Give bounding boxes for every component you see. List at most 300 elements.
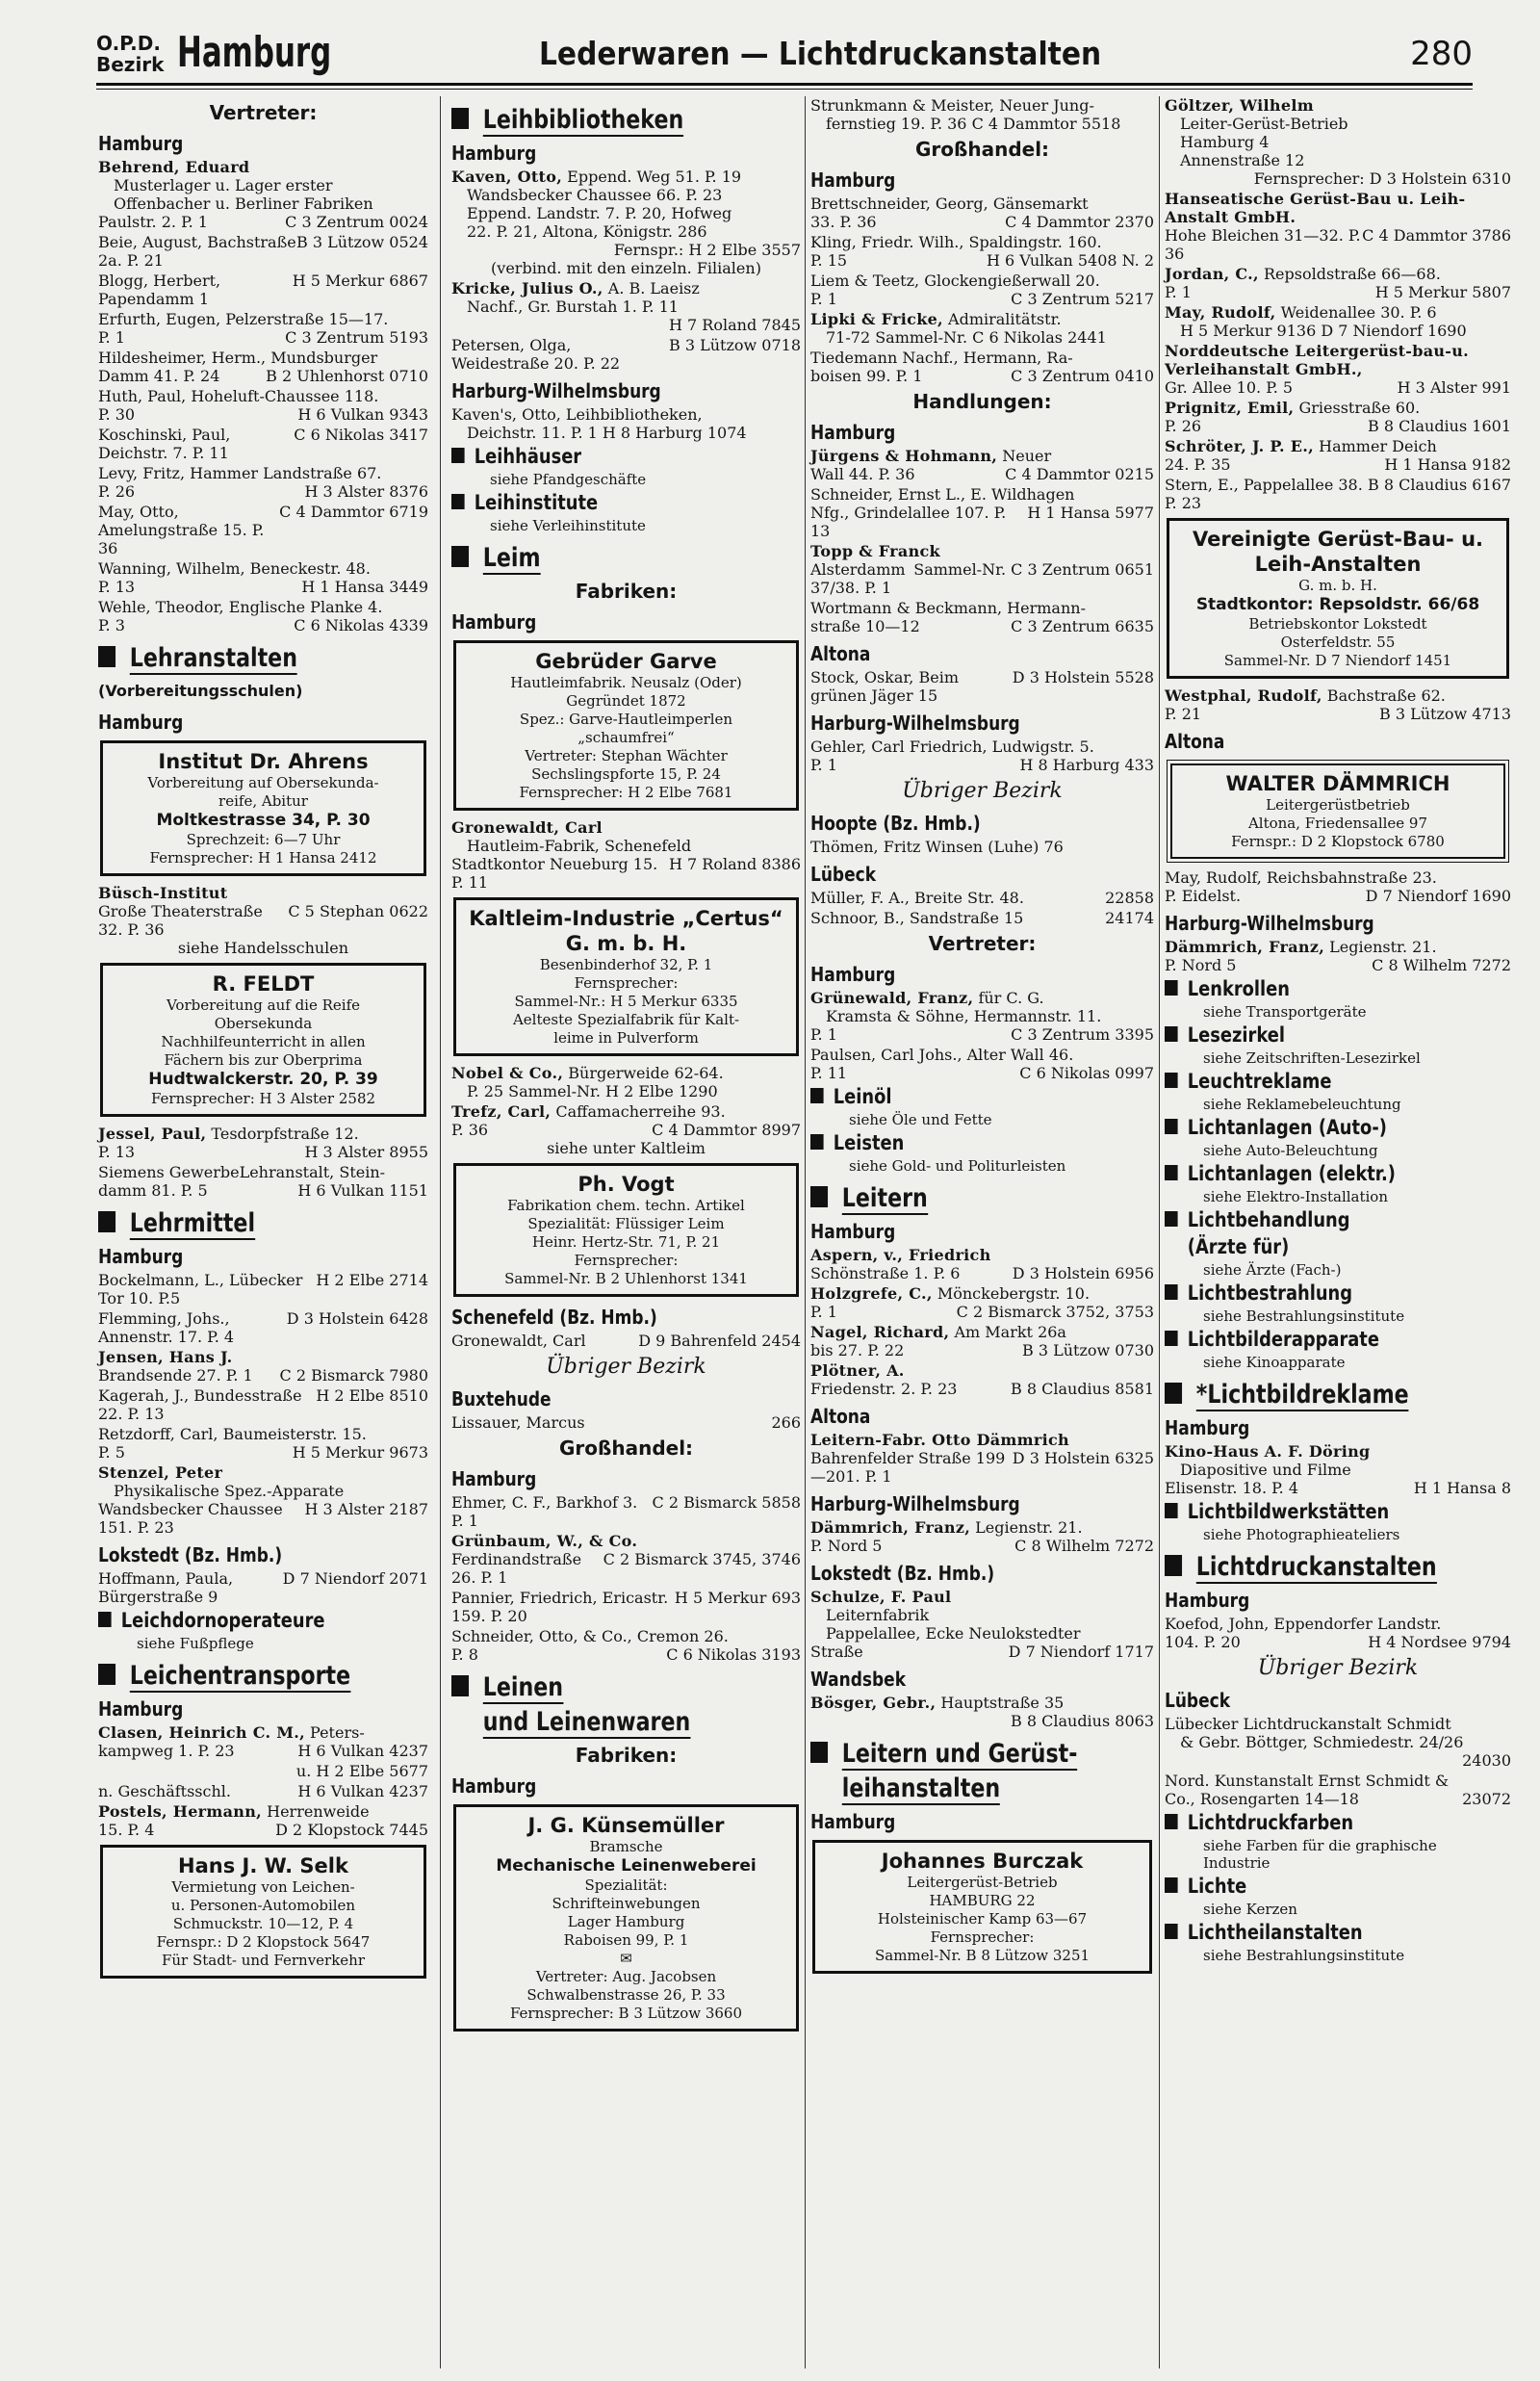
- entry-phone: C 4 Dammtor 3786: [1362, 226, 1511, 245]
- entry-detail: Leiternfabrik: [826, 1606, 930, 1624]
- ad-title: WALTER DÄMMRICH: [1225, 772, 1450, 795]
- entry-name-line: [98, 1463, 428, 1482]
- section-marker-icon: [1165, 1503, 1178, 1518]
- entry-name: May, Rudolf,: [1165, 303, 1276, 322]
- subsection-heading: [1165, 1920, 1459, 1945]
- entry-address: Kagerah, J., Bundesstraße 22. P. 13: [98, 1386, 302, 1423]
- directory-entry: [1165, 868, 1511, 905]
- entry-address: Elisenstr. 18. P. 4: [1165, 1479, 1299, 1497]
- entry-line: [810, 1025, 1154, 1044]
- section-marker-icon: [810, 1088, 824, 1103]
- entry-line: [451, 1645, 801, 1664]
- entry-address: kampweg 1. P. 23: [98, 1742, 235, 1760]
- entry-phone: Fernsprecher: D 3 Holstein 6310: [1253, 169, 1511, 188]
- entry-phone: H 2 Elbe 8510: [316, 1386, 428, 1405]
- subsection-title: (Ärzte für): [1187, 1235, 1290, 1258]
- directory-entry: [1165, 938, 1511, 974]
- entry-name-line: [98, 1723, 428, 1742]
- entry-line: [810, 367, 1154, 385]
- entry-phone: C 6 Nikolas 0997: [1019, 1064, 1154, 1082]
- entry-name-line: [810, 1694, 1154, 1712]
- entry-name: Westphal, Rudolf,: [1165, 686, 1322, 705]
- entry-name-line: [451, 168, 801, 186]
- directory-entry: [810, 838, 1154, 856]
- entry-text: Huth, Paul, Hoheluft-Chaussee 118.: [98, 387, 379, 405]
- entry-name-line: [98, 158, 428, 176]
- entry-name-line: [810, 447, 1154, 465]
- entry-phone: 24030: [1462, 1751, 1511, 1770]
- see-reference: siehe Gold- und Politurleisten: [849, 1157, 1066, 1175]
- advertisement-box: [453, 640, 799, 811]
- see-reference: siehe Elektro-Installation: [1203, 1188, 1388, 1205]
- entry-phone: C 4 Dammtor 8997: [652, 1121, 801, 1139]
- directory-entry: [98, 387, 428, 424]
- section-marker-icon: [810, 1742, 828, 1763]
- entry-name-line: [451, 1102, 801, 1121]
- entry-phone: C 2 Bismarck 3752, 3753: [956, 1303, 1154, 1321]
- place-heading: Hamburg: [451, 610, 537, 634]
- entry-line: [98, 578, 428, 596]
- entry-name-line: [451, 1532, 801, 1550]
- ad-title: Johannes Burczak: [881, 1850, 1084, 1873]
- entry-address: Hohe Bleichen 31—32. P. 36: [1165, 226, 1361, 263]
- directory-entry: [810, 1431, 1154, 1486]
- entry-name: Lipki & Fricke,: [810, 310, 943, 328]
- section-marker-icon: [1165, 980, 1178, 996]
- ad-line: Fernsprecher:: [574, 1252, 679, 1269]
- entry-phone: H 1 Hansa 8: [1413, 1479, 1511, 1497]
- directory-entry: [810, 1323, 1154, 1359]
- entry-phone: H 7 Roland 8386: [669, 855, 801, 873]
- directory-entry: [1165, 190, 1511, 263]
- entry-name: Prignitz, Emil,: [1165, 399, 1295, 417]
- entry-phone: C 3 Zentrum 5217: [1011, 290, 1154, 308]
- entry-address: Deichstr. 11. P. 1 H 8 Harburg 1074: [467, 424, 747, 442]
- subsection-title: Lichte: [1187, 1875, 1247, 1898]
- place-heading: Hamburg: [810, 963, 896, 986]
- entry-address: P. 36: [451, 1121, 489, 1139]
- place-heading: Hamburg: [98, 1245, 184, 1268]
- entry-name-rest: Caffamacherreihe 93.: [551, 1102, 726, 1121]
- entry-name: Holzgrefe, C.,: [810, 1284, 933, 1303]
- place-heading: Altona: [810, 1405, 871, 1428]
- entry-detail: 22. P. 21, Altona, Königstr. 286: [467, 222, 707, 241]
- subsection-heading: [1165, 1234, 1459, 1259]
- ad-line: Fernsprecher: B 3 Lützow 3660: [509, 2005, 743, 2022]
- entry-line: [98, 1569, 428, 1606]
- entry-phone: D 3 Holstein 6956: [1012, 1264, 1154, 1282]
- entry-address: P. 13: [98, 578, 136, 596]
- place-heading: Altona: [810, 642, 871, 665]
- see-reference: siehe Auto-Beleuchtung: [1203, 1142, 1378, 1159]
- subsection-heading: [451, 490, 749, 515]
- section-title: Leichentransporte: [129, 1661, 351, 1691]
- entry-phone: H 3 Alster 8955: [304, 1143, 428, 1161]
- entry-name-line: [1165, 303, 1511, 322]
- ad-line: Gegründet 1872: [566, 692, 686, 710]
- entry-phone: D 3 Holstein 6325: [1012, 1449, 1154, 1467]
- directory-entry: [98, 1386, 428, 1423]
- directory-entry: [810, 909, 1154, 927]
- entry-address: Hoffmann, Paula, Bürgerstraße 9: [98, 1569, 234, 1606]
- entry-address: P. 25 Sammel-Nr. H 2 Elbe 1290: [467, 1082, 718, 1100]
- entry-name-rest: Weidenallee 30. P. 6: [1275, 303, 1437, 322]
- entry-line: [1165, 476, 1511, 512]
- entry-name: Jordan, C.,: [1165, 265, 1259, 283]
- entry-address: fernstieg 19. P. 36 C 4 Dammtor 5518: [826, 115, 1121, 133]
- directory-entry: [98, 598, 428, 634]
- subsection-heading: [1165, 976, 1459, 1001]
- section-heading: [98, 644, 369, 673]
- section-heading: [1165, 1381, 1449, 1410]
- directory-entry: [810, 447, 1154, 483]
- entry-phone: Sammel-Nr. C 3 Zentrum 0651: [913, 560, 1154, 579]
- ad-line: Vermietung von Leichen-: [171, 1878, 355, 1896]
- entry-phone: C 5 Stephan 0622: [288, 902, 428, 920]
- entry-line: [98, 367, 428, 385]
- see-reference: siehe Kinoapparate: [1203, 1354, 1346, 1371]
- advertisement-box: [100, 740, 426, 876]
- entry-detail: Nachf., Gr. Burstah 1. P. 11: [467, 298, 679, 316]
- entry-name-line: [1165, 96, 1511, 115]
- region-heading: Übriger Bezirk: [546, 1355, 706, 1379]
- entry-phone: B 3 Lützow 0718: [668, 336, 801, 354]
- directory-entry: [1165, 686, 1511, 723]
- see-reference: siehe Reklamebeleuchtung: [1203, 1096, 1401, 1113]
- entry-address: Gronewaldt, Carl: [451, 1332, 586, 1350]
- header-rule: [96, 83, 1473, 86]
- place-heading: Hamburg: [451, 1467, 537, 1490]
- entry-name: Norddeutsche Leitergerüst-bau-u. Verleihanstalt GmbH.,: [1165, 342, 1470, 378]
- entry-name: Kaven, Otto,: [451, 168, 563, 186]
- entry-name-line: [451, 1064, 801, 1082]
- entry-text: Thömen, Fritz Winsen (Luhe) 76: [810, 838, 1064, 856]
- entry-line: [451, 1121, 801, 1139]
- entry-phone: C 3 Zentrum 0410: [1011, 367, 1154, 385]
- entry-address: P. 5: [98, 1443, 125, 1462]
- ad-line: Fabrikation chem. techn. Artikel: [507, 1197, 745, 1214]
- entry-phone: H 3 Alster 991: [1397, 378, 1511, 397]
- entry-line: [810, 290, 1154, 308]
- see-reference: siehe Öle und Fette: [849, 1111, 992, 1128]
- entry-detail: Offenbacher u. Berliner Fabriken: [114, 194, 373, 213]
- ad-line: Fernsprecher:: [930, 1928, 1035, 1946]
- section-marker-icon: [1165, 1211, 1178, 1227]
- entry-phone: D 3 Holstein 5528: [1012, 668, 1154, 686]
- section-heading: [1165, 1553, 1449, 1582]
- entry-phone: C 3 Zentrum 0024: [285, 213, 428, 231]
- ad-line: Für Stadt- und Fernverkehr: [161, 1952, 366, 1969]
- entry-line: [451, 1413, 801, 1432]
- directory-entry: [451, 279, 801, 334]
- section-marker-icon: [1165, 1026, 1178, 1042]
- section-title: Leitern: [841, 1183, 928, 1213]
- advertisement-box: [100, 1845, 426, 1979]
- directory-entry: [810, 272, 1154, 308]
- ad-line: Vertreter: Stephan Wächter: [525, 747, 728, 764]
- entry-address: P. 21: [1165, 705, 1202, 723]
- ad-line: Fernsprecher: H 3 Alster 2582: [150, 1090, 376, 1107]
- entry-address: Flemming, Johs., Annenstr. 17. P. 4: [98, 1309, 235, 1346]
- entry-detail: Hautleim-Fabrik, Schenefeld: [467, 837, 692, 855]
- section-marker-icon: [451, 448, 465, 463]
- see-reference: siehe Transportgeräte: [1203, 1003, 1367, 1021]
- directory-entry: [98, 158, 428, 231]
- entry-phone: D 2 Klopstock 7445: [275, 1821, 428, 1839]
- directory-entry: [1165, 1615, 1511, 1651]
- directory-entry: [810, 194, 1154, 231]
- entry-address: Nfg., Grindelallee 107. P. 13: [810, 504, 1007, 540]
- entry-phone: D 7 Niendorf 2071: [282, 1569, 428, 1588]
- entry-detail: Leiter-Gerüst-Betrieb: [1180, 115, 1348, 133]
- place-heading: Hamburg: [98, 711, 184, 734]
- entry-address: Stern, E., Pappelallee 38. P. 23: [1165, 476, 1363, 512]
- subsection-title: Leisten: [833, 1131, 905, 1154]
- entry-phone: H 3 Alster 2187: [304, 1500, 428, 1518]
- entry-name-line: [810, 310, 1154, 328]
- entry-line: [810, 1303, 1154, 1321]
- directory-entry: [451, 1532, 801, 1587]
- entry-phone: C 2 Bismarck 5858: [652, 1493, 801, 1512]
- entry-name: Plötner, A.: [810, 1361, 905, 1380]
- subsection-heading: [810, 1084, 1102, 1109]
- entry-phone: H 1 Hansa 9182: [1384, 455, 1511, 474]
- column-3: [810, 96, 1154, 1981]
- entry-name: Behrend, Eduard: [98, 158, 250, 176]
- entry-address: P. 30: [98, 405, 136, 424]
- section-title: Leitern und Gerüst-: [841, 1739, 1078, 1769]
- entry-address: Friedenstr. 2. P. 23: [810, 1380, 958, 1398]
- entry-name: Dämmrich, Franz,: [810, 1518, 971, 1537]
- entry-text: Brettschneider, Georg, Gänsemarkt: [810, 194, 1089, 213]
- ad-title: R. FELDT: [212, 972, 315, 996]
- entry-address: P. Nord 5: [810, 1537, 883, 1555]
- section-heading: [98, 1209, 369, 1238]
- subsection-title: Lichtanlagen (Auto-): [1187, 1116, 1387, 1139]
- entry-line: [1165, 1790, 1511, 1808]
- entry-name-rest: Bürgerweide 62-64.: [563, 1064, 724, 1082]
- entry-address: boisen 99. P. 1: [810, 367, 923, 385]
- entry-text: Liem & Teetz, Glockengießerwall 20.: [810, 272, 1100, 290]
- ad-title: Institut Dr. Ahrens: [158, 750, 369, 773]
- directory-entry: [810, 349, 1154, 385]
- place-heading: Hamburg: [98, 132, 184, 155]
- entry-line: [810, 504, 1154, 540]
- ad-line: Vertreter: Aug. Jacobsen: [535, 1968, 717, 1985]
- ad-highlight: Mechanische Leinenweberei: [496, 1856, 757, 1876]
- entry-address: H 5 Merkur 9136 D 7 Niendorf 1690: [1180, 322, 1467, 340]
- advertisement-box: [1167, 518, 1509, 679]
- entry-line: [810, 213, 1154, 231]
- ad-line: HAMBURG 22: [929, 1892, 1036, 1909]
- entry-name: Schröter, J. P. E.,: [1165, 437, 1315, 455]
- entry-line: [451, 855, 801, 892]
- directory-entry: [1165, 399, 1511, 435]
- subsection-title: Leichdornoperateure: [120, 1609, 325, 1632]
- directory-entry: [98, 310, 428, 347]
- advertisement-box: [453, 1804, 799, 2032]
- entry-phone: 266: [771, 1413, 801, 1432]
- district-city: Hamburg: [177, 28, 332, 77]
- entry-name: Topp & Franck: [810, 542, 940, 560]
- entry-address: bis 27. P. 22: [810, 1341, 905, 1359]
- entry-phone: B 8 Claudius 1601: [1368, 417, 1511, 435]
- section-heading: [810, 1740, 1092, 1769]
- entry-text: Wortmann & Beckmann, Hermann-: [810, 599, 1086, 617]
- section-marker-icon: [451, 494, 465, 509]
- entry-text: Siemens GewerbeLehranstalt, Stein-: [98, 1163, 386, 1181]
- ad-line: Fernsprecher:: [574, 974, 679, 992]
- entry-address: P. 26: [98, 482, 136, 501]
- section-marker-icon: [1165, 1284, 1178, 1300]
- entry-line: [810, 465, 1154, 483]
- subsection-title: Lichtheilanstalten: [1187, 1921, 1363, 1944]
- entry-detail: Physikalische Spez.-Apparate: [114, 1482, 345, 1500]
- entry-phone: C 2 Bismarck 3745, 3746: [603, 1550, 801, 1568]
- ad-line: Sammel-Nr.: H 5 Merkur 6335: [514, 993, 738, 1010]
- entry-phone: H 3 Alster 8376: [304, 482, 428, 501]
- entry-phone: D 9 Bahrenfeld 2454: [638, 1332, 801, 1350]
- directory-entry: [810, 1046, 1154, 1082]
- place-heading: Harburg-Wilhelmsburg: [1165, 912, 1374, 935]
- subsection-heading: [1165, 1810, 1459, 1835]
- entry-name: Grünewald, Franz,: [810, 989, 974, 1007]
- ad-line: „schaumfrei“: [578, 729, 675, 746]
- directory-entry: [810, 542, 1154, 597]
- entry-name-rest: Admiralitätstr.: [942, 310, 1062, 328]
- entry-text: Paulsen, Carl Johs., Alter Wall 46.: [810, 1046, 1074, 1064]
- subsection-title: Lenkrollen: [1187, 977, 1290, 1000]
- ad-title: Gebrüder Garve: [535, 650, 717, 673]
- entry-line: [1165, 283, 1511, 301]
- advertisement-box: [812, 1840, 1152, 1974]
- entry-line: [451, 1589, 801, 1625]
- see-reference: siehe Photographieateliers: [1203, 1526, 1400, 1543]
- entry-phone: C 3 Zentrum 6635: [1011, 617, 1154, 635]
- entry-name-rest: Hammer Deich: [1314, 437, 1437, 455]
- entry-detail: Eppend. Landstr. 7. P. 20, Hofweg: [467, 204, 732, 222]
- entry-phone: H 5 Merkur 6867: [292, 272, 428, 290]
- entry-address: Wandsbecker Chaussee 151. P. 23: [98, 1500, 283, 1537]
- entry-address: P. 3: [98, 616, 125, 634]
- directory-entry: [810, 1246, 1154, 1282]
- subsection-title: Leuchtreklame: [1187, 1070, 1332, 1093]
- region-heading: Übriger Bezirk: [902, 779, 1063, 803]
- subsection-title: Lichtbildwerkstätten: [1187, 1500, 1390, 1523]
- directory-entry: [98, 272, 428, 308]
- entry-text: May, Rudolf, Reichsbahnstraße 23.: [1165, 868, 1437, 887]
- entry-phone: B 3 Lützow 0730: [1021, 1341, 1154, 1359]
- entry-address: P. 1: [810, 1303, 837, 1321]
- section-heading: [810, 1774, 1092, 1803]
- entry-name-rest: Mönckebergstr. 10.: [932, 1284, 1091, 1303]
- column-divider: [440, 96, 441, 2368]
- place-heading: Hamburg: [810, 421, 896, 444]
- entry-address: n. Geschäftsschl.: [98, 1782, 231, 1800]
- directory-entry: [451, 1102, 801, 1157]
- entry-text: Erfurth, Eugen, Pelzerstraße 15—17.: [98, 310, 389, 328]
- entry-text: Schneider, Ernst L., E. Wildhagen: [810, 485, 1075, 504]
- ad-line: Fernsprecher: H 2 Elbe 7681: [519, 784, 733, 801]
- entry-name-line: [1165, 1442, 1511, 1461]
- entry-name: Nagel, Richard,: [810, 1323, 950, 1341]
- entry-line: [810, 1341, 1154, 1359]
- section-marker-icon: [1165, 1814, 1178, 1829]
- entry-line: [98, 1271, 428, 1307]
- entry-note: siehe Handelsschulen: [177, 939, 349, 957]
- entry-name: Postels, Hermann,: [98, 1802, 263, 1821]
- entry-address: P. 1: [810, 290, 837, 308]
- entry-detail: & Gebr. Böttger, Schmiedestr. 24/26: [1180, 1733, 1464, 1751]
- see-reference: siehe Fußpflege: [137, 1635, 254, 1652]
- entry-line: [98, 1821, 428, 1839]
- place-heading: Lokstedt (Bz. Hmb.): [810, 1562, 995, 1585]
- entry-line: [1165, 1479, 1511, 1497]
- entry-line: [810, 668, 1154, 705]
- entry-address: straße 10—12: [810, 617, 920, 635]
- entry-address: Gr. Allee 10. P. 5: [1165, 378, 1294, 397]
- ad-line: Schmuckstr. 10—12, P. 4: [172, 1915, 354, 1932]
- entry-line: [810, 1643, 1154, 1661]
- section-title: Leihbibliotheken: [482, 105, 684, 135]
- entry-name: Göltzer, Wilhelm: [1165, 96, 1314, 115]
- ad-line: Sammel-Nr. D 7 Niendorf 1451: [1223, 652, 1452, 669]
- entry-text: Kaven's, Otto, Leihbibliotheken,: [451, 405, 703, 424]
- subsection-title: Lichtbehandlung: [1187, 1208, 1350, 1231]
- directory-entry: [810, 989, 1154, 1044]
- ad-line: Fernspr.: D 2 Klopstock 6780: [1231, 833, 1445, 850]
- ad-line: Leitergerüst-Betrieb: [907, 1874, 1058, 1891]
- entry-name-line: [1165, 190, 1511, 226]
- entry-text: Kling, Friedr. Wilh., Spaldingstr. 160.: [810, 233, 1102, 251]
- entry-line: [810, 756, 1154, 774]
- subheading: (Vorbereitungsschulen): [98, 682, 303, 700]
- page-number: 280: [1410, 35, 1473, 73]
- place-heading: Hamburg: [451, 1774, 537, 1798]
- see-reference: siehe Ärzte (Fach-): [1203, 1261, 1342, 1279]
- entry-name-line: [1165, 265, 1511, 283]
- entry-phone: u. H 2 Elbe 5677: [295, 1762, 428, 1780]
- entry-line: [451, 1550, 801, 1587]
- entry-name: Gronewaldt, Carl: [451, 818, 603, 837]
- entry-name: Bösger, Gebr.,: [810, 1694, 937, 1712]
- entry-phone: B 8 Claudius 8581: [1011, 1380, 1154, 1398]
- section-marker-icon: [1165, 1331, 1178, 1346]
- entry-text: Koefod, John, Eppendorfer Landstr.: [1165, 1615, 1442, 1633]
- ad-line: Aelteste Spezialfabrik für Kalt-: [512, 1011, 740, 1028]
- place-heading: Harburg-Wilhelmsburg: [810, 1492, 1020, 1515]
- entry-address: Müller, F. A., Breite Str. 48.: [810, 889, 1024, 907]
- ad-line: Betriebskontor Lokstedt: [1248, 615, 1427, 633]
- entry-name: Jensen, Hans J.: [98, 1348, 233, 1366]
- entry-name-line: [1165, 938, 1511, 956]
- place-heading: Harburg-Wilhelmsburg: [451, 379, 661, 402]
- ad-line: leime in Pulverform: [553, 1029, 699, 1047]
- directory-entry: [98, 1723, 428, 1760]
- entry-name-line: [451, 279, 801, 298]
- entry-address: Bahrenfelder Straße 199—201. P. 1: [810, 1449, 1006, 1486]
- entry-name-rest: Hauptstraße 35: [936, 1694, 1065, 1712]
- advertisement-box: [1170, 763, 1505, 859]
- place-heading: Buxtehude: [451, 1387, 552, 1410]
- section-title: Leinen: [482, 1672, 564, 1702]
- subsection-heading: [1165, 1069, 1459, 1094]
- entry-line: [1165, 417, 1511, 435]
- directory-entry: [1165, 1772, 1511, 1808]
- entry-line: [98, 405, 428, 424]
- header-rule-thin: [96, 89, 1473, 90]
- advertisement-box: [100, 963, 426, 1117]
